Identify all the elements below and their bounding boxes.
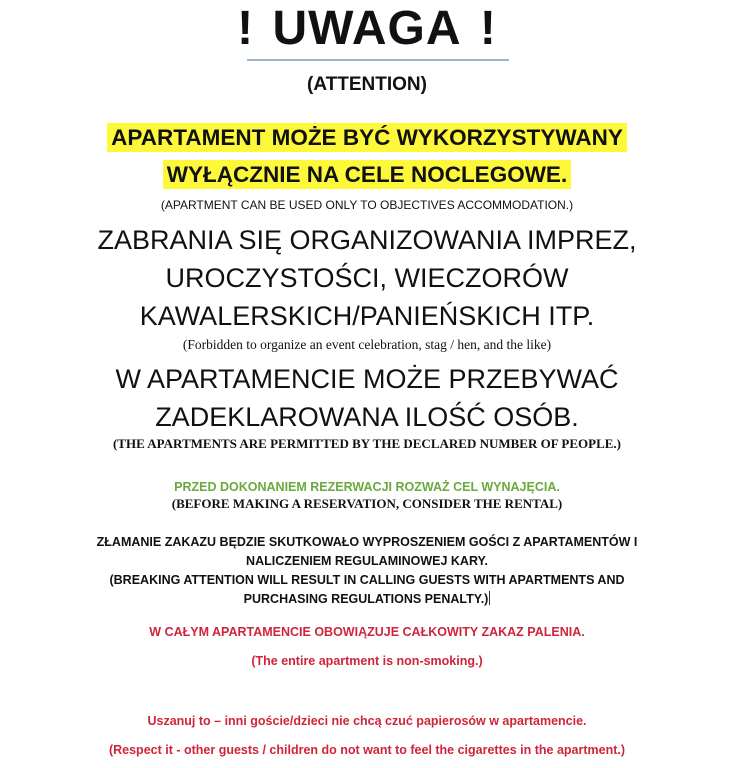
penalty-translation-text: PURCHASING REGULATIONS PENALTY.) bbox=[243, 592, 489, 606]
title-underline bbox=[247, 59, 509, 61]
exclamation-right: ! bbox=[479, 2, 497, 55]
smoking-ban-translation: (The entire apartment is non-smoking.) bbox=[251, 654, 483, 668]
exclamation-left: ! bbox=[237, 2, 255, 55]
penalty-translation-line-2 bbox=[0, 590, 734, 609]
smoking-respect-note: Uszanuj to – inni goście/dzieci nie chcą czuć papierosów w apartamencie. bbox=[147, 714, 587, 728]
highlighted-text: WYŁĄCZNIE NA CELE NOCLEGOWE. bbox=[163, 160, 571, 189]
smoking-respect-translation: (Respect it - other guests / children do not want to feel the cigarettes in the apartment.) bbox=[108, 743, 626, 757]
reservation-advice-translation: (BEFORE MAKING A RESERVATION, CONSIDER THE RENTAL) bbox=[171, 496, 563, 511]
events-rule-line-2: UROCZYSTOŚCI, WIECZORÓW bbox=[165, 263, 569, 293]
title-word: UWAGA bbox=[272, 2, 462, 55]
penalty-rule-line-2: NALICZENIEM REGULAMINOWEJ KARY. bbox=[246, 554, 488, 568]
text-cursor bbox=[489, 591, 490, 605]
occupancy-rule-line-1: W APARTAMENCIE MOŻE PRZEBYWAĆ bbox=[115, 364, 619, 394]
usage-rule-translation: (APARTMENT CAN BE USED ONLY TO OBJECTIVES ACCOMMODATION.) bbox=[160, 198, 574, 212]
notice-title bbox=[0, 0, 734, 58]
usage-rule-line-2 bbox=[0, 158, 734, 192]
occupancy-rule-translation: (THE APARTMENTS ARE PERMITTED BY THE DECLARED NUMBER OF PEOPLE.) bbox=[112, 436, 622, 451]
usage-rule-line-1 bbox=[0, 121, 734, 155]
events-rule-line-1: ZABRANIA SIĘ ORGANIZOWANIA IMPREZ, bbox=[97, 225, 637, 255]
penalty-translation-line-1: (BREAKING ATTENTION WILL RESULT IN CALLING GUESTS WITH APARTMENTS AND bbox=[109, 573, 625, 587]
penalty-rule-line-1: ZŁAMANIE ZAKAZU BĘDZIE SKUTKOWAŁO WYPROSZENIEM GOŚCI Z APARTAMENTÓW I bbox=[96, 535, 638, 549]
events-rule-line-3: KAWALERSKICH/PANIEŃSKICH ITP. bbox=[139, 301, 595, 331]
highlighted-text: APARTAMENT MOŻE BYĆ WYKORZYSTYWANY bbox=[107, 123, 627, 152]
events-rule-translation: (Forbidden to organize an event celebration, stag / hen, and the like) bbox=[182, 337, 552, 352]
smoking-ban: W CAŁYM APARTAMENCIE OBOWIĄZUJE CAŁKOWITY ZAKAZ PALENIA. bbox=[149, 625, 585, 639]
notice-subtitle: (ATTENTION) bbox=[307, 74, 427, 95]
reservation-advice: PRZED DOKONANIEM REZERWACJI ROZWAŻ CEL WYNAJĘCIA. bbox=[174, 480, 560, 494]
occupancy-rule-line-2: ZADEKLAROWANA ILOŚĆ OSÓB. bbox=[155, 402, 579, 432]
